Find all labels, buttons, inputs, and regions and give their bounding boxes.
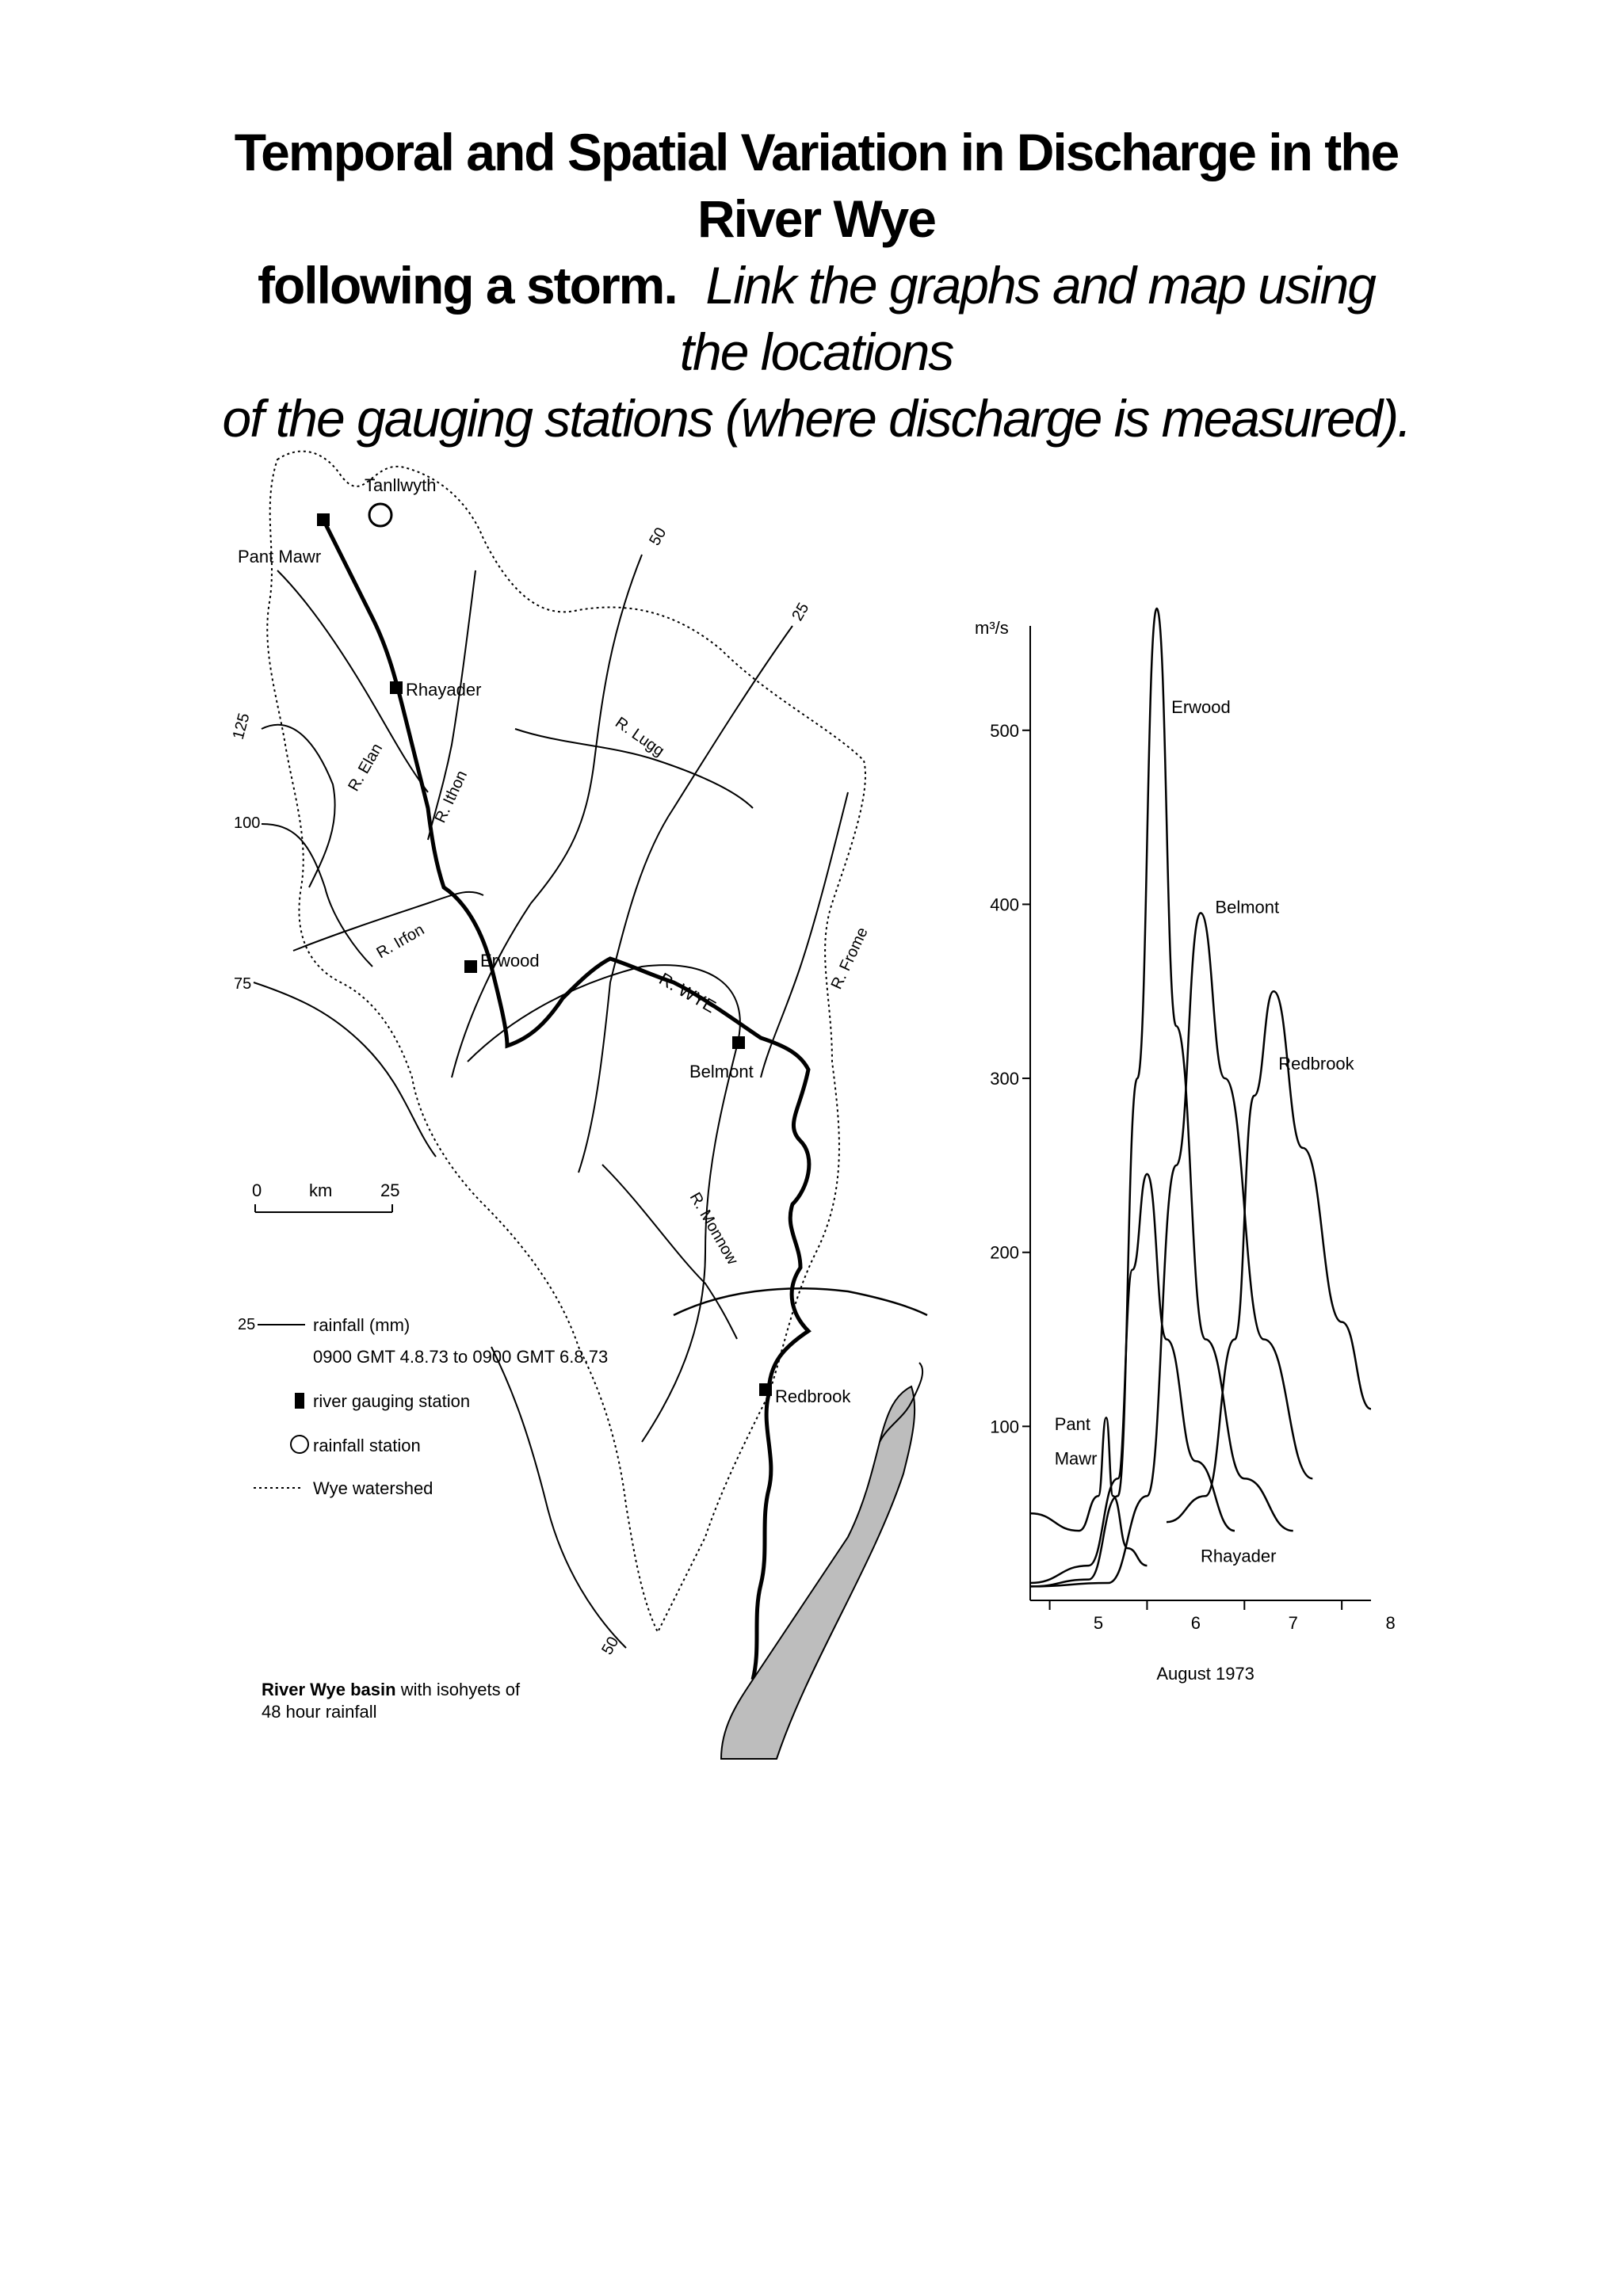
label-isohyet-125: 125 [229,711,254,742]
label-river-frome: R. Frome [827,925,872,993]
x-axis-label: August 1973 [1156,1664,1254,1684]
y-tick-label-300: 300 [990,1069,1019,1089]
page-title [222,119,1411,452]
label-tanllwyth: Tanllwyth [365,475,437,495]
isohyet-75 [254,982,436,1157]
river-frome [761,792,848,1077]
label-belmont: Belmont [689,1062,754,1081]
isohyet-100 [262,824,372,967]
legend-gauging-symbol [295,1393,304,1409]
label-pant-mawr-line1: Pant [1054,1413,1090,1434]
scale-zero: 0 [252,1180,262,1200]
legend-rainfall-station-label: rainfall station [313,1436,421,1455]
x-tick-label-7: 7 [1288,1613,1298,1633]
gauging-station-pant-mawr [317,513,330,526]
label-river-lugg: R. Lugg [612,714,668,761]
scale-bar [255,1204,392,1212]
isohyet-125 [262,725,335,887]
label-pant-mawr: Pant Mawr [238,547,322,566]
isohyet-50-top [452,555,642,1077]
map-caption-rest: with isohyets of [400,1680,521,1699]
river-wye-basin-map [230,412,967,1775]
label-river-monnow: R. Monnow [685,1189,742,1268]
hydrograph-labels [1055,697,1355,1566]
label-belmont: Belmont [1215,897,1280,917]
label-river-elan: R. Elan [345,740,387,795]
isohyet-50-bottom [491,1347,626,1648]
hydrograph-axes [975,618,1396,1684]
label-isohyet-50-bottom: 50 [598,1634,623,1658]
x-tick-label-5: 5 [1093,1613,1104,1633]
y-tick-label-100: 100 [990,1417,1019,1437]
river-wye-main [325,523,809,1680]
discharge-hydrograph [967,602,1396,1711]
isohyet-25-top [579,626,792,1173]
map-caption-bold: River Wye basin [262,1680,396,1699]
series-line-erwood [1030,608,1293,1586]
label-pant-mawr-line2: Mawr [1054,1448,1098,1469]
y-tick-label-500: 500 [990,720,1019,741]
map-caption-line1 [262,1680,521,1699]
river-monnow [602,1165,737,1339]
label-river-irfon: R. Irfon [373,921,428,963]
legend-rainfall-value: 25 [238,1316,256,1333]
rainfall-station-tanllwyth [369,504,391,526]
label-redbrook: Redbrook [1278,1054,1354,1074]
legend-gauging-label: river gauging station [313,1391,471,1411]
y-axis-unit-label: m³/s [975,618,1009,638]
series-line-belmont [1030,913,1312,1586]
scale-unit: km [309,1180,333,1200]
label-erwood: Erwood [480,951,540,971]
title-line1: Temporal and Spatial Variation in Discharge in the River Wye [234,123,1399,248]
label-isohyet-25-top: 25 [789,600,813,624]
gauging-station-erwood [464,960,477,973]
legend-rainfall-station-symbol [291,1436,308,1453]
label-rhayader: Rhayader [1201,1546,1277,1566]
title-line3-italic: of the gauging stations (where discharge is measured). [222,389,1411,448]
title-line2-bold: following a storm. [258,256,677,315]
label-isohyet-100: 100 [234,814,261,832]
y-tick-label-400: 400 [990,894,1019,915]
legend-rainfall-period: 0900 GMT 4.8.73 to 0900 GMT 6.8.73 [313,1347,609,1367]
legend-watershed-label: Wye watershed [313,1478,433,1498]
label-erwood: Erwood [1171,696,1231,717]
legend-rainfall-label: rainfall (mm) [313,1315,411,1335]
label-river-ithon: R. Ithon [431,768,472,826]
label-river-wye: R. WYE [655,968,720,1017]
severn-estuary [721,1386,915,1759]
series-line-pant-mawr [1030,1417,1147,1566]
label-isohyet-75: 75 [234,975,252,993]
gauging-station-belmont [732,1036,745,1049]
x-tick-label-6: 6 [1190,1613,1201,1633]
x-tick-label-8: 8 [1385,1613,1396,1633]
scale-max: 25 [380,1180,400,1200]
gauging-station-redbrook [759,1383,772,1396]
hydrograph-series [1030,608,1371,1586]
label-isohyet-50-top: 50 [646,524,670,549]
title-line2-italic: Link the graphs and map using the locations [679,256,1375,381]
y-tick-label-200: 200 [990,1242,1019,1263]
label-redbrook: Redbrook [775,1386,851,1406]
label-rhayader: Rhayader [406,680,482,700]
map-caption-line2: 48 hour rainfall [262,1702,377,1722]
gauging-station-rhayader [390,681,403,694]
